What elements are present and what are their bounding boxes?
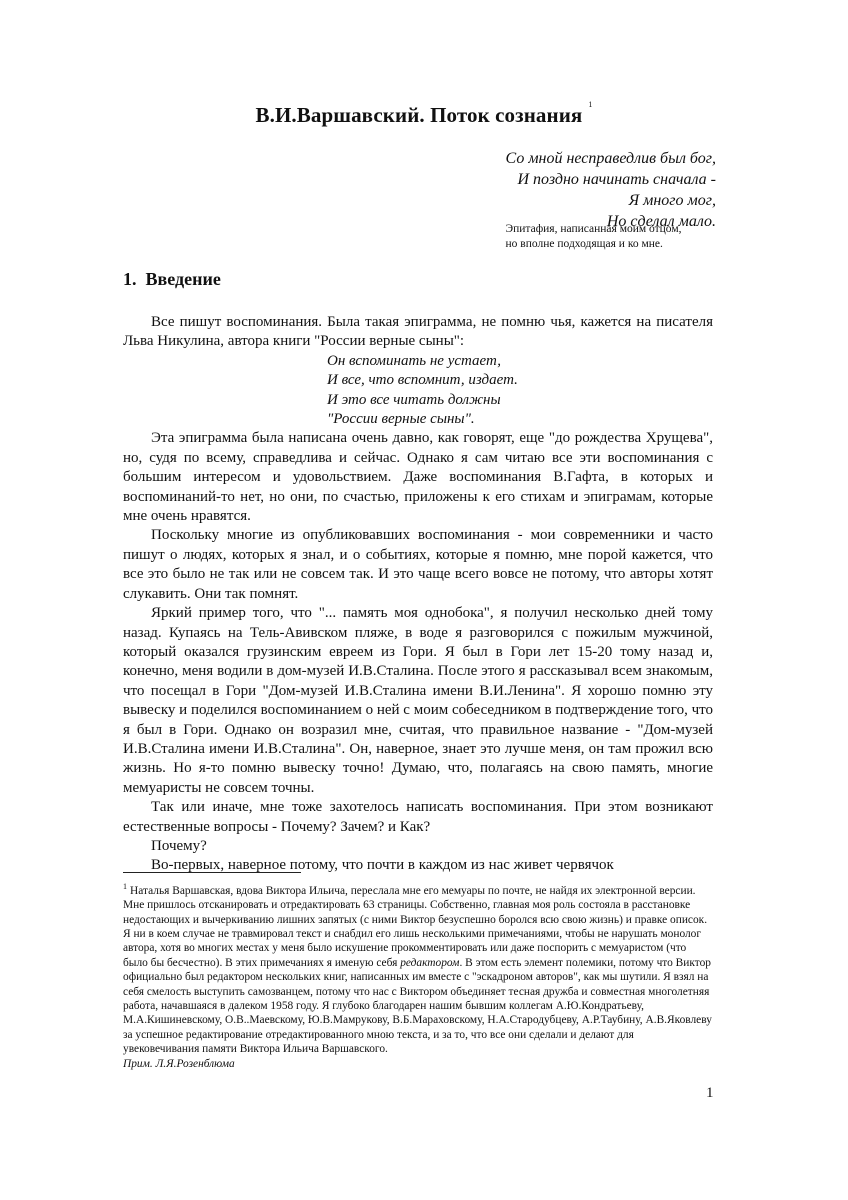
epigraph-note-line: но вполне подходящая и ко мне. bbox=[505, 238, 663, 250]
footnote-signature: Прим. Л.Я.Розенблюма bbox=[123, 1057, 235, 1070]
footnote bbox=[123, 880, 713, 1071]
footnote-divider bbox=[123, 872, 301, 873]
footnote-text-part: Наталья Варшавская, вдова Виктора Ильича, переслала мне его мемуары по почте, не найдя их электронной версии. Мне пришлось отсканировать и отредактировать 63 страницы. Собственно, главная моя роль состояла в расстановке недостающих и вычеркиванию лишних запятых (с ними Виктор безуспешно боролся всю свою жизнь) и правке описок. Я ни в коем случае не травмировал текст и снабдил его лишь несколькими примечаниями, чтобы не нарушать монолог автора, хотя во многих местах у меня было искушение прокомментировать или даже поспорить с мемуаристом (что было бы бесчестно). В этих примечаниях я именую себя bbox=[123, 884, 708, 969]
poem-line: Он вспоминать не устает, bbox=[327, 352, 501, 369]
paragraph: Эта эпиграмма была написана очень давно, как говорят, еще "до рождества Хрущева", но, судя по всему, справедлива и сейчас. Однако я сам читаю все эти воспоминания с большим интересом и удовольствием. Даже воспоминания В.Гафта, в которых и воспоминаний-то нет, но они, по счастью, приложены к его стихам и эпиграмам, которые мне очень нравятся. bbox=[123, 430, 713, 525]
paragraph: Поскольку многие из опубликовавших воспоминания - мои современники и часто пишут о людях, которых я знал, и о событиях, которые я помню, мне порой кажется, что все это было не так или не совсем так. И это чаще всего вовсе не потому, что авторы хотят слукавить. Они так помнят. bbox=[123, 527, 713, 602]
paragraph: Во-первых, наверное потому, что почти в каждом из нас живет червячок bbox=[151, 857, 614, 874]
document-title bbox=[0, 100, 848, 128]
paragraph: Так или иначе, мне тоже захотелось написать воспоминания. При этом возникают естественные вопросы - Почему? Зачем? и Как? bbox=[123, 799, 713, 835]
footnote-text bbox=[123, 880, 713, 1057]
footnote-mark: 1 bbox=[123, 882, 127, 891]
body-text bbox=[123, 313, 713, 876]
poem-line: И все, что вспомнит, издает. bbox=[327, 372, 518, 389]
title-text: В.И.Варшавский. Поток сознания bbox=[255, 103, 583, 127]
epigraph-note-line: Эпитафия, написанная моим отцом, bbox=[505, 223, 682, 235]
paragraph: Почему? bbox=[151, 837, 207, 854]
paragraph: Все пишут воспоминания. Была такая эпиграмма, не помню чья, кажется на писателя Льва Никулина, автора книги "России верные сыны": bbox=[123, 314, 713, 350]
epigraph-line: Но сделал мало. bbox=[606, 213, 716, 230]
poem-line: "России верные сыны". bbox=[327, 411, 475, 428]
paragraph: Яркий пример того, что "... память моя однобока", я получил несколько дней тому назад. Купаясь на Тель-Авивском пляже, в воде я разговорился с пожилым мужчиной, который оказался грузинским евреем из Гори. Я был в Гори лет 15-20 тому назад и, конечно, меня водили в дом-музей И.В.Сталина. После этого я рассказывал всем знакомым, что посещал в Гори "Дом-музей И.В.Сталина имени В.И.Ленина". Я хорошо помню эту вывеску и поделился воспоминанием о ней с моим собеседником в подтверждение того, что я был в Гори. Однако он возразил мне, считая, что правильное название - "Дом-музей И.В.Сталина имени И.В.Сталина". Он, наверное, знает это лучше меня, он там прожил всю жизнь. Но я-то помню вывеску точно! Думаю, что, полагаясь на свою память, многие мемуаристы не совсем точны. bbox=[123, 605, 713, 796]
poem-line: И это все читать должны bbox=[327, 391, 501, 408]
epigraph-line: И поздно начинать сначала - bbox=[517, 171, 716, 188]
section-title: Введение bbox=[145, 269, 221, 289]
footnote-emphasis: редактором bbox=[400, 956, 460, 969]
section-number: 1. bbox=[123, 269, 137, 289]
quoted-poem bbox=[123, 352, 713, 430]
footnote-text-part: . В этом есть элемент полемики, потому что Виктор официально был редактором нескольких книг, написанных им вместе с "эскадроном авторов", как мы шутили. Я взял на себя смелость выступить самозванцем, потому что нас с Виктором объединяет тесная дружба и совместная многолетняя работа, начавшаяся в далеком 1958 году. Я глубоко благодарен нашим бывшим коллегам А.Ю.Кондратьеву, М.А.Кишиневскому, О.В..Маевскому, Ю.В.Мамрукову, В.Б.Мараховскому, Н.А.Стародубцеву, А.Р.Таубину, А.В.Яковлеву за успешное редактирование отредактированного мною текста, и за то, что все они сделали и делают для увековечивания памяти Виктора Ильича Варшавского. bbox=[123, 956, 712, 1056]
section-heading bbox=[123, 269, 221, 290]
epigraph-line: Я много мог, bbox=[628, 192, 716, 209]
page-number: 1 bbox=[706, 1085, 714, 1101]
epigraph-note bbox=[506, 222, 706, 252]
title-footnote-mark[interactable]: 1 bbox=[588, 100, 593, 109]
epigraph bbox=[505, 148, 716, 250]
epigraph-line: Со мной несправедлив был бог, bbox=[505, 150, 716, 167]
